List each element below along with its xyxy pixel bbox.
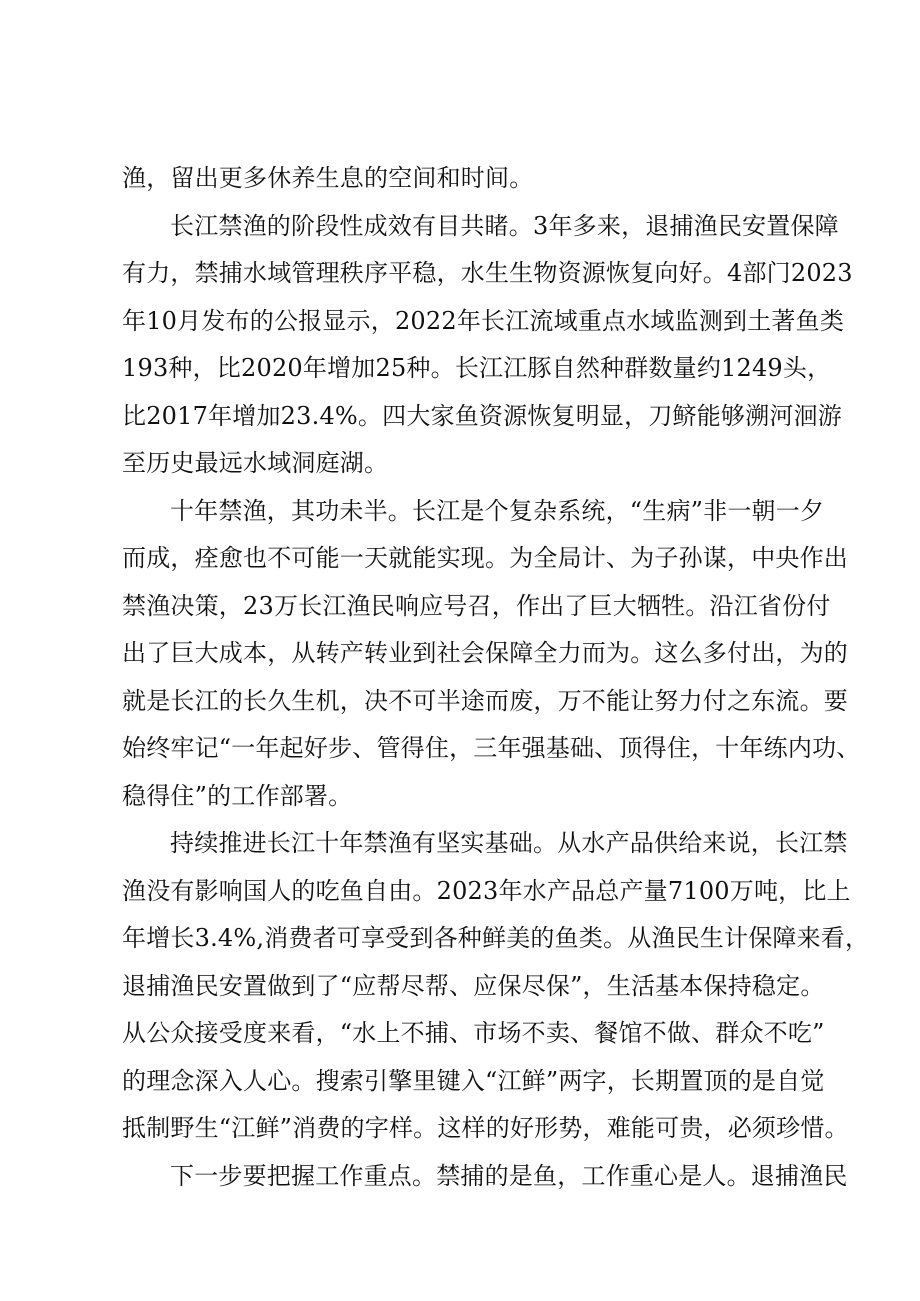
text-line: 年增长3.4%,消费者可享受到各种鲜美的鱼类。从渔民生计保障来看， (122, 924, 870, 952)
text-line: 出了巨大成本，从转产转业到社会保障全力而为。这么多付出，为的 (122, 639, 848, 667)
text-line: 的理念深入人心。搜索引擎里键入“江鲜”两字，长期置顶的是自觉 (122, 1066, 825, 1095)
text-line: 十年禁渔，其功未半。长江是个复杂系统，“生病”非一朝一夕 (170, 496, 825, 525)
text-line: 禁渔决策，23万长江渔民响应号召，作出了巨大牺牲。沿江省份付 (122, 591, 831, 620)
text-line: 年10月发布的公报显示，2022年长江流域重点水域监测到土著鱼类 (122, 306, 845, 335)
text-line: 抵制野生“江鲜”消费的字样。这样的好形势，难能可贵，必须珍惜。 (122, 1114, 849, 1142)
text-line: 有力，禁捕水域管理秩序平稳，水生生物资源恢复向好。4部门2023 (122, 259, 853, 287)
text-line: 从公众接受度来看，“水上不捕、市场不卖、餐馆不做、群众不吃” (122, 1019, 825, 1047)
text-line: 渔，留出更多休养生息的空间和时间。 (122, 164, 534, 192)
text-line: 而成，痊愈也不可能一天就能实现。为全局计、为子孙谋，中央作出 (122, 544, 848, 572)
article-body (122, 155, 870, 1200)
text-line: 稳得住”的工作部署。 (122, 781, 353, 810)
text-line: 渔没有影响国人的吃鱼自由。2023年水产品总产量7100万吨，比上 (122, 876, 851, 905)
text-line: 193种，比2020年增加25种。长江江豚自然种群数量约1249头， (122, 354, 832, 382)
text-line: 比2017年增加23.4%。四大家鱼资源恢复明显，刀鲚能够溯河洄游 (122, 401, 842, 430)
text-line: 至历史最远水域洞庭湖。 (122, 449, 389, 477)
text-line: 下一步要把握工作重点。禁捕的是鱼，工作重心是人。退捕渔民 (170, 1161, 848, 1190)
text-line: 始终牢记“一年起好步、管得住，三年强基础、顶得住，十年练内功、 (122, 734, 861, 762)
text-line: 持续推进长江十年禁渔有坚实基础。从水产品供给来说，长江禁 (170, 829, 848, 857)
text-line: 就是长江的长久生机，决不可半途而废，万不能让努力付之东流。要 (122, 686, 848, 715)
text-line: 长江禁渔的阶段性成效有目共睹。3年多来，退捕渔民安置保障 (170, 211, 839, 240)
text-line: 退捕渔民安置做到了“应帮尽帮、应保尽保”，生活基本保持稳定。 (122, 971, 825, 1000)
